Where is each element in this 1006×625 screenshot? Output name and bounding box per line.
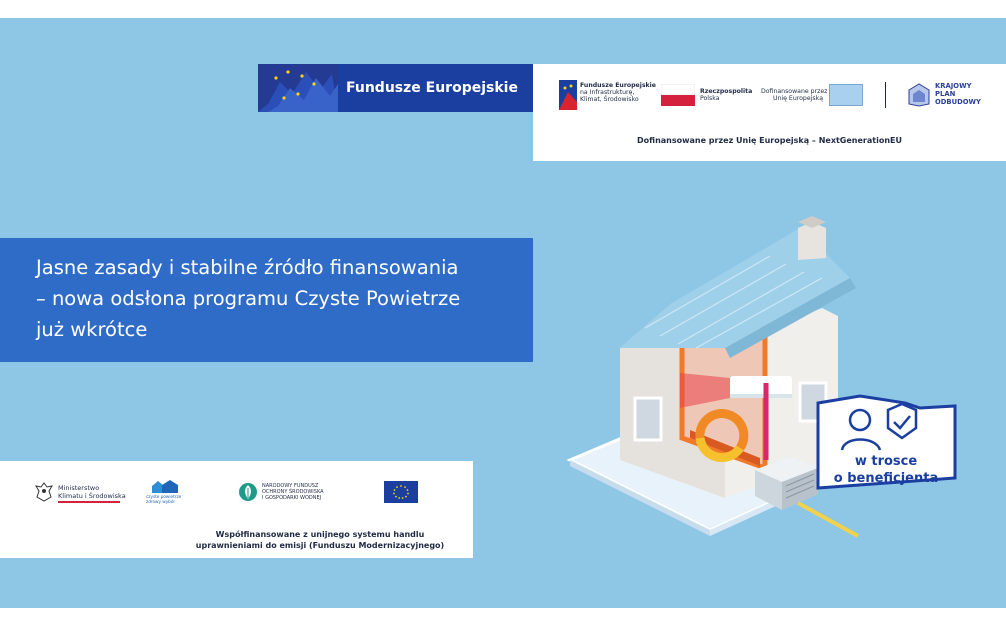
- nfos-line-3: I GOSPODARKI WODNEJ: [262, 495, 322, 501]
- ministry-underline: [58, 501, 120, 503]
- top-cofunding-text: Dofinansowane przez Unię Europejską – NextGenerationEU: [637, 136, 902, 145]
- eu-stars-icon: [258, 64, 338, 112]
- fe-infrastructure-icon: [559, 80, 577, 110]
- bottom-text-line-2: uprawnieniami do emisji (Funduszu Modernizacyjnego): [195, 541, 445, 550]
- eu-flag-icon: [829, 84, 863, 106]
- polish-flag-icon: [661, 84, 695, 106]
- eagle-emblem-icon: [34, 481, 54, 503]
- logo-divider: [885, 82, 886, 108]
- czyste-line-2: zdrowy wybór: [146, 499, 176, 504]
- nfos-icon: [238, 482, 258, 502]
- badge-line-1: w trosce: [854, 454, 918, 469]
- beneficiary-badge: [818, 396, 955, 488]
- rp-line-2: Polska: [700, 95, 720, 102]
- headline-box: [0, 238, 533, 362]
- czyste-powietrze-house-icon: [146, 479, 180, 493]
- top-logo-panel: [533, 64, 1006, 161]
- eu-line-2: Unię Europejską: [772, 95, 823, 102]
- bottom-text-line-1: Współfinansowane z unijnego systemu handlu: [215, 530, 425, 539]
- top-logo-row: [533, 64, 1006, 126]
- fe-infra-line-1: Fundusze Europejskie: [580, 82, 656, 89]
- fe-infra-line-2: na Infrastrukturę,: [580, 89, 635, 96]
- power-cable: [798, 503, 858, 536]
- headline-line-1: Jasne zasady i stabilne źródło finansowania: [36, 256, 459, 279]
- ac-indoor-unit: [730, 376, 792, 396]
- kpo-line-1: KRAJOWY: [935, 82, 972, 90]
- fundusze-europejskie-logo: [258, 64, 533, 112]
- nfos-line-2: OCHRONY ŚRODOWISKA: [262, 489, 324, 495]
- kpo-icon: [907, 82, 931, 108]
- czyste-line-1: czyste powietrze: [146, 494, 182, 499]
- banner: [0, 18, 1006, 608]
- headline-line-3: już wkrótce: [36, 318, 148, 341]
- badge-line-2: o beneficjenta: [833, 471, 939, 486]
- ministry-line-1: Ministerstwo: [58, 484, 100, 492]
- kpo-line-3: ODBUDOWY: [935, 98, 981, 106]
- headline: [36, 252, 526, 345]
- window-left: [635, 398, 661, 440]
- ministry-line-2: Klimatu i Środowiska: [58, 492, 126, 500]
- fundusze-europejskie-title: Fundusze Europejskie: [346, 80, 518, 96]
- fe-infra-line-3: Klimat, Środowisko: [580, 96, 639, 103]
- headline-line-2: – nowa odsłona programu Czyste Powietrze: [36, 287, 461, 310]
- bottom-cofunding-text: [190, 529, 450, 551]
- eu-flag-bottom-icon: [384, 481, 418, 503]
- house-illustration: [560, 198, 1000, 548]
- rp-line-1: Rzeczpospolita: [700, 88, 753, 95]
- bottom-logo-panel: [0, 461, 473, 558]
- kpo-line-2: PLAN: [935, 90, 956, 98]
- nfos-line-1: NARODOWY FUNDUSZ: [262, 483, 319, 489]
- eu-line-1: Dofinansowane przez: [761, 88, 828, 95]
